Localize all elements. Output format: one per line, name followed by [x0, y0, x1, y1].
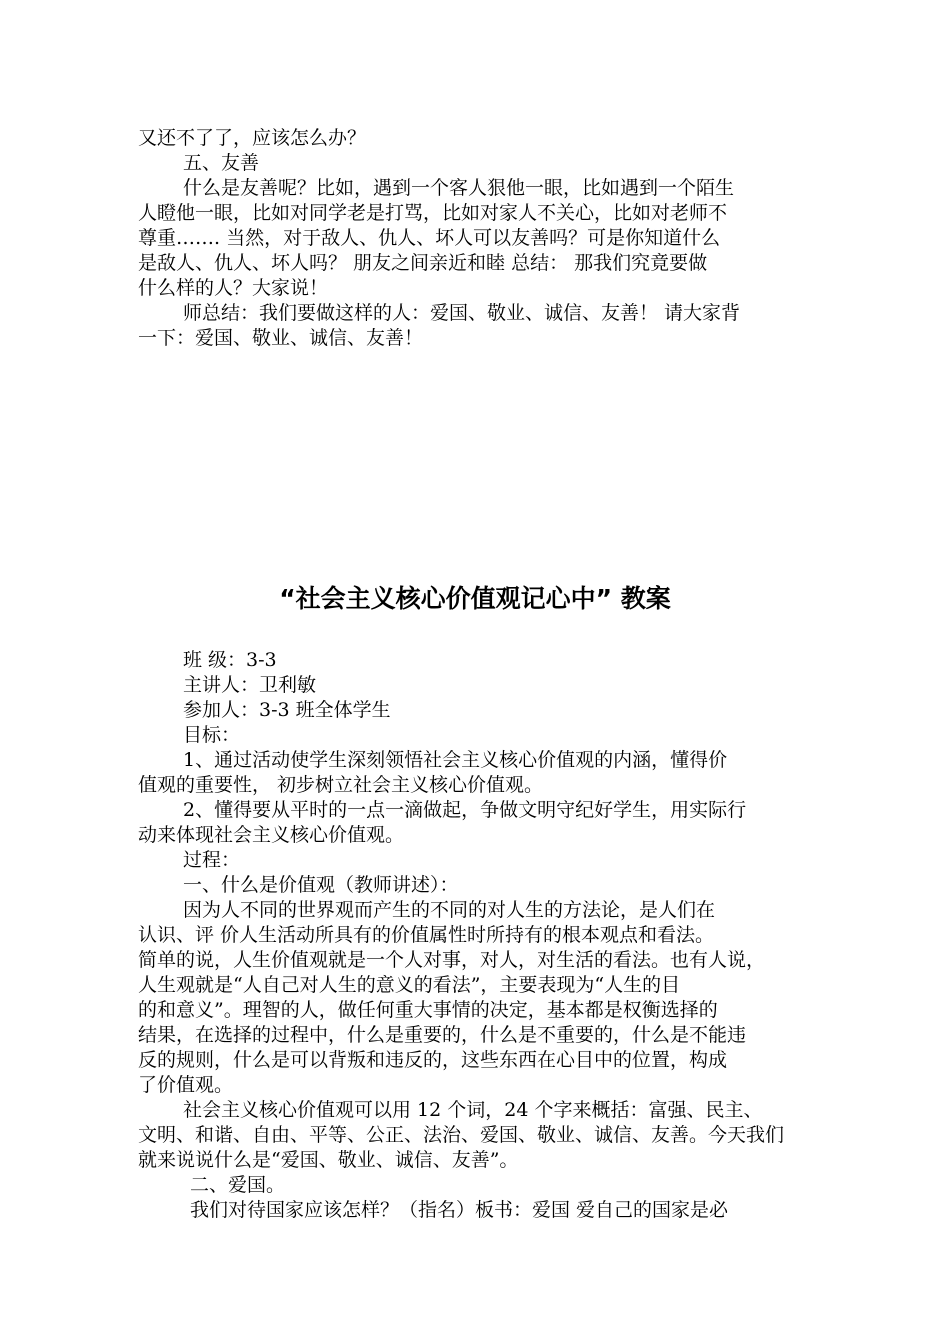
text-line: 什么是友善呢？比如，遇到一个客人狠他一眼，比如遇到一个陌生 — [183, 177, 735, 199]
document-title: “社会主义核心价值观记心中” 教案 — [279, 584, 671, 613]
text-line: 值观的重要性， 初步树立社会主义核心价值观。 — [138, 774, 544, 796]
text-line: 是敌人、仇人、坏人吗？ 朋友之间亲近和睦 总结： 那我们究竟要做 — [138, 252, 708, 274]
text-line: 社会主义核心价值观可以用 12 个词，24 个字来概括：富强、民主、 — [183, 1099, 763, 1121]
text-line: 又还不了了，应该怎么办？ — [138, 127, 367, 149]
text-line: 1、通过活动使学生深刻领悟社会主义核心价值观的内涵，懂得价 — [183, 749, 728, 771]
class-field: 班 级：3-3 — [183, 649, 277, 671]
text-line: 结果，在选择的过程中，什么是重要的，什么是不重要的，什么是不能违 — [138, 1024, 747, 1046]
section-heading: 过程： — [183, 849, 241, 871]
section-heading: 二、爱国。 — [190, 1174, 286, 1196]
text-line: 我们对待国家应该怎样？（指名）板书：爱国 爱自己的国家是必 — [190, 1199, 729, 1221]
lecturer-field: 主讲人：卫利敏 — [183, 674, 317, 696]
text-line: 人瞪他一眼，比如对同学老是打骂，比如对家人不关心，比如对老师不 — [138, 202, 728, 224]
section-heading: 一、什么是价值观（教师讲述）： — [183, 874, 459, 896]
text-line: 尊重……. 当然，对于敌人、仇人、坏人可以友善吗？可是你知道什么 — [138, 227, 721, 249]
participants-field: 参加人：3-3 班全体学生 — [183, 699, 391, 721]
text-line: 什么样的人？大家说！ — [138, 277, 329, 299]
section-heading: 目标： — [183, 724, 241, 746]
text-line: 因为人不同的世界观而产生的不同的对人生的方法论，是人们在 — [183, 899, 716, 921]
text-line: 动来体现社会主义核心价值观。 — [138, 824, 405, 846]
text-line: 人生观就是“人自己对人生的意义的看法”，主要表现为“人生的目 — [138, 974, 681, 996]
text-line: 就来说说什么是“爱国、敬业、诚信、友善”。 — [138, 1149, 519, 1171]
section-heading: 五、友善 — [183, 152, 260, 174]
text-line: 文明、和谐、自由、平等、公正、法治、爱国、敬业、诚信、友善。今天我们 — [138, 1124, 785, 1146]
text-line: 简单的说，人生价值观就是一个人对事，对人，对生活的看法。也有人说， — [138, 949, 766, 971]
text-line: 一下：爱国、敬业、诚信、友善！ — [138, 327, 424, 349]
text-line: 的和意义”。理智的人，做任何重大事情的决定，基本都是权衡选择的 — [138, 999, 718, 1021]
text-line: 师总结：我们要做这样的人：爱国、敬业、诚信、友善！ 请大家背 — [183, 302, 741, 324]
text-line: 了价值观。 — [138, 1074, 234, 1096]
text-line: 反的规则，什么是可以背叛和违反的，这些东西在心目中的位置，构成 — [138, 1049, 728, 1071]
text-line: 认识、评 价人生活动所具有的价值属性时所持有的根本观点和看法。 — [138, 924, 715, 946]
text-line: 2、懂得要从平时的一点一滴做起，争做文明守纪好学生，用实际行 — [183, 799, 747, 821]
